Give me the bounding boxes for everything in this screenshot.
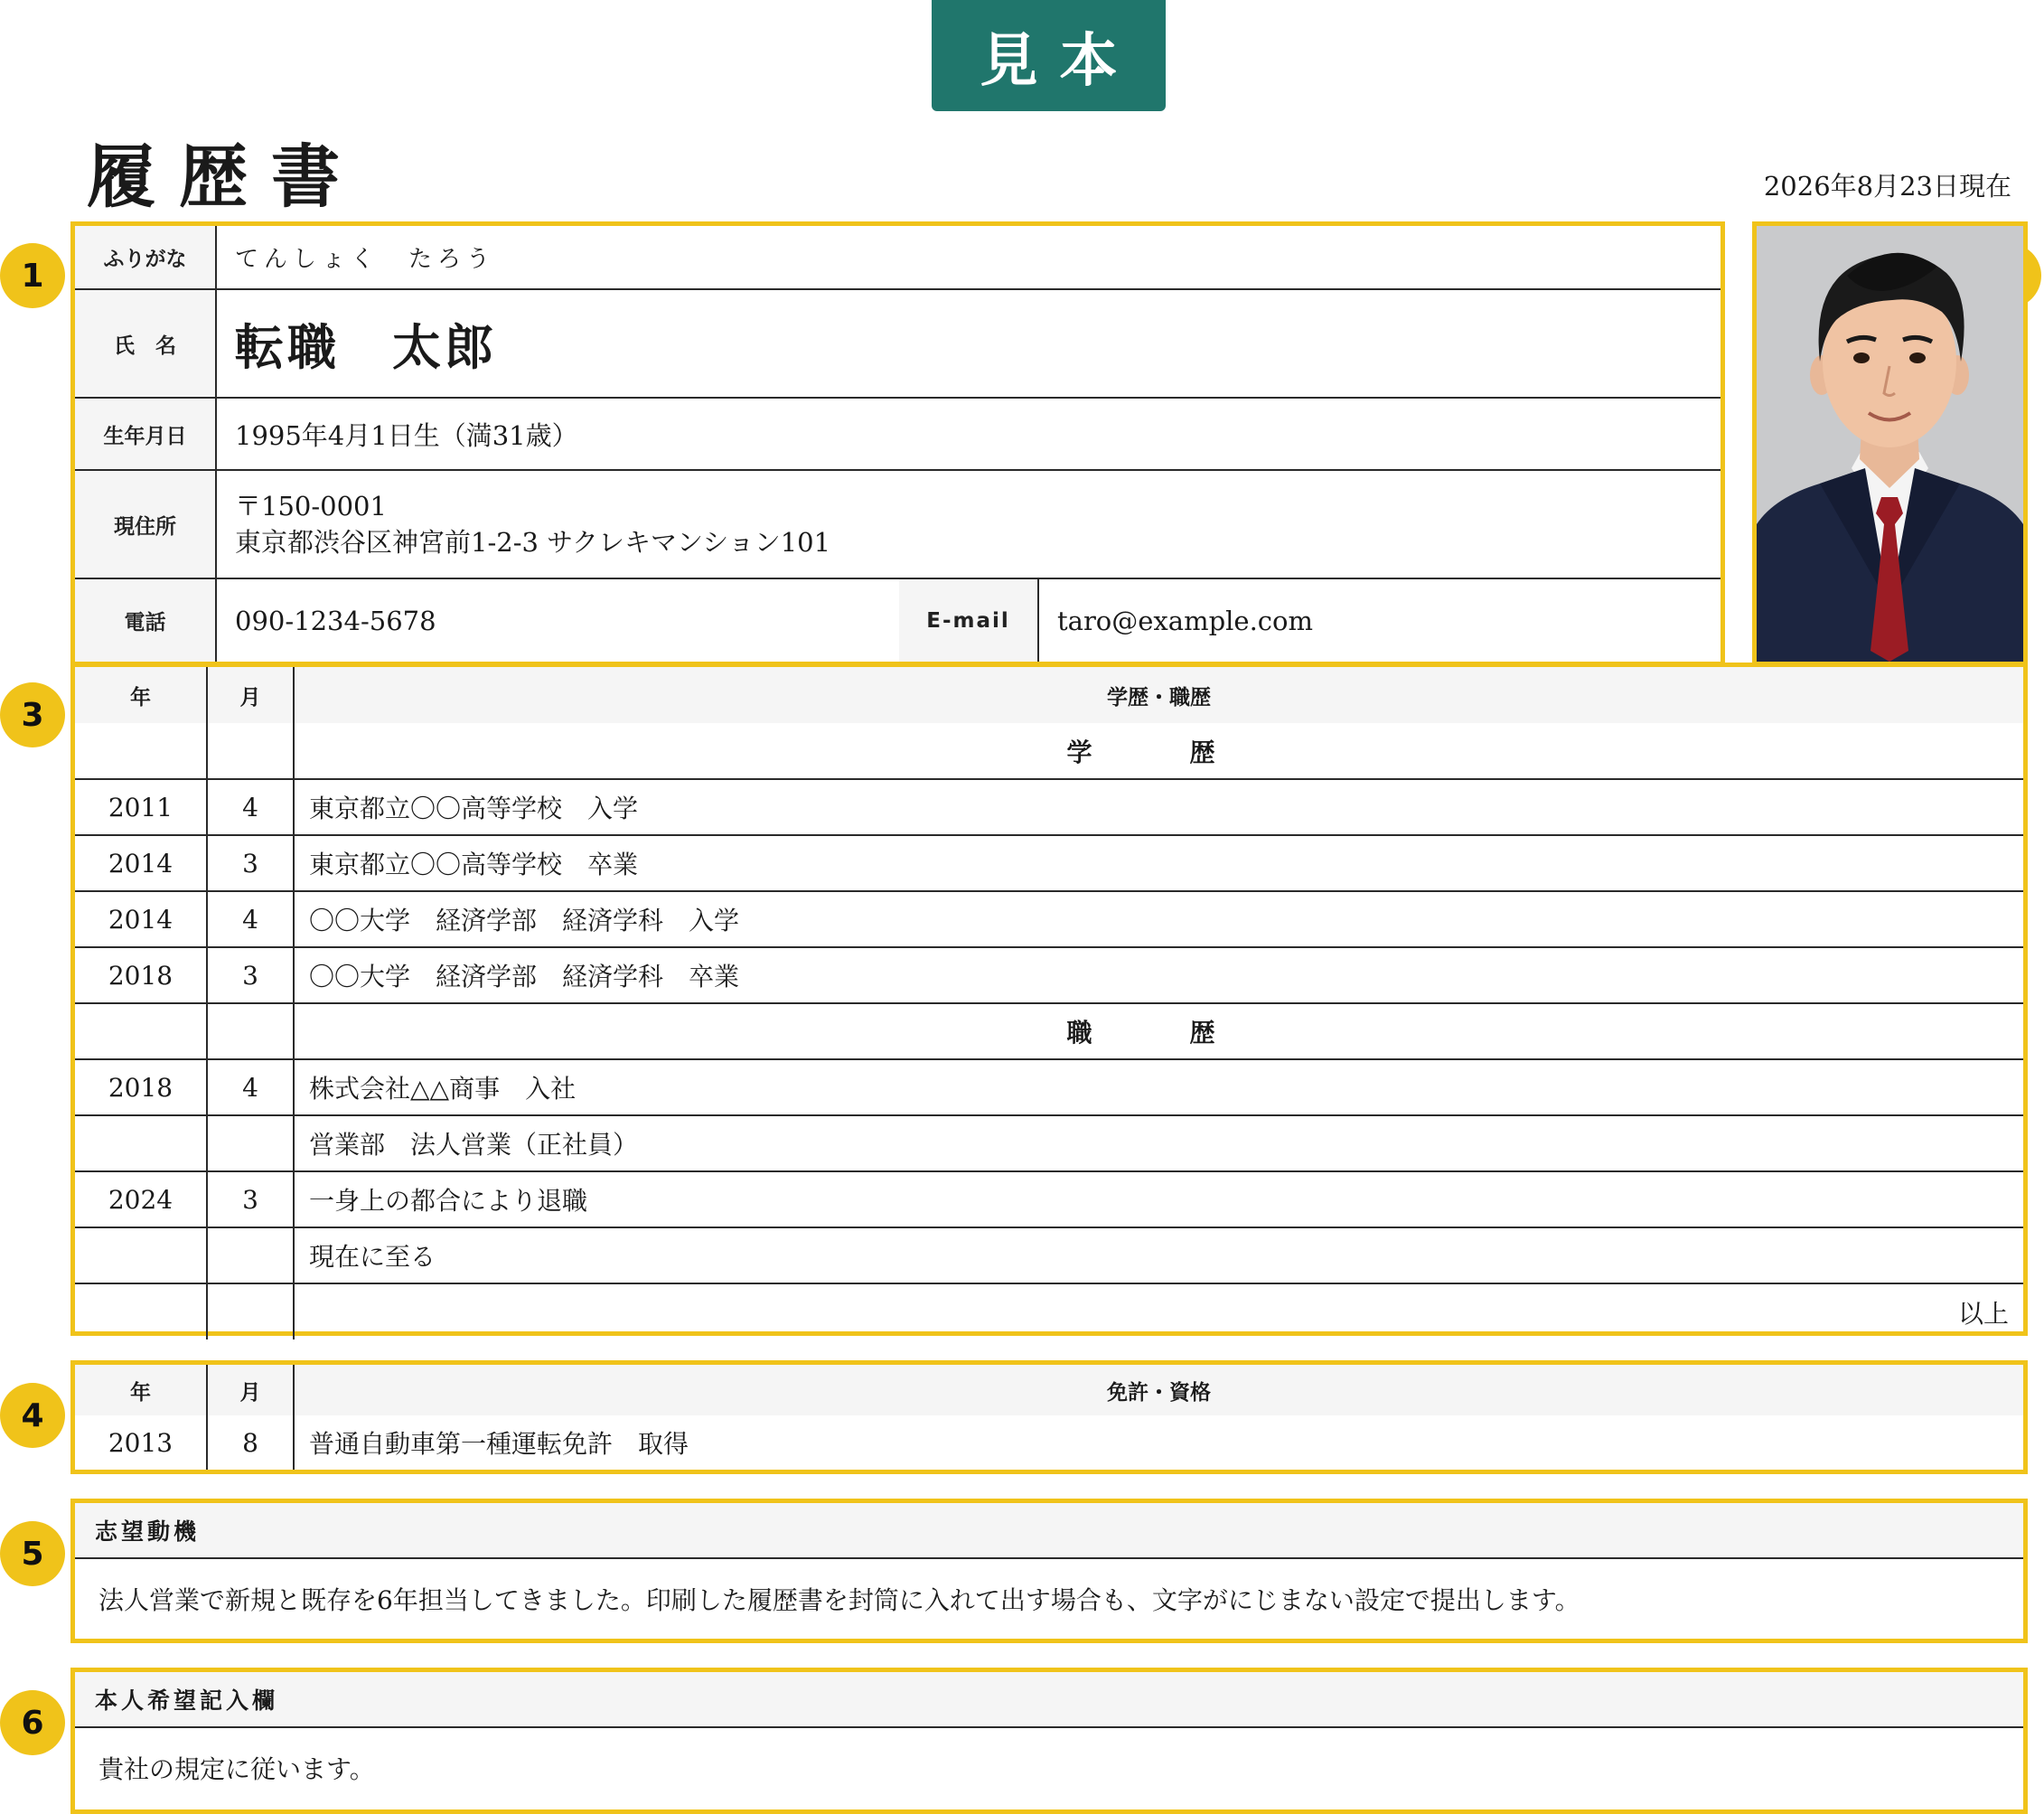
table-row (75, 1415, 2023, 1470)
personal-info-table (75, 226, 1721, 662)
table-row (75, 1059, 2023, 1115)
email-value: taro@example.com (1038, 578, 1721, 662)
row-year: 2014 (75, 835, 207, 891)
postal-code: 〒150-0001 (235, 491, 387, 522)
email-label: E-mail (899, 578, 1038, 662)
table-row (75, 1003, 2023, 1059)
birth-label: 生年月日 (75, 398, 216, 470)
table-row (75, 891, 2023, 947)
table-row (75, 1283, 2023, 1339)
row-year (75, 1227, 207, 1283)
table-row (75, 723, 2023, 779)
document-title: 履歴書 (87, 136, 363, 217)
history-col-text: 学歴・職歴 (294, 667, 2023, 723)
requests-text: 貴社の規定に従います。 (98, 1754, 375, 1784)
address-value: 東京都渋谷区神宮前1-2-3 サクレキマンション101 (235, 527, 831, 558)
history-col-month: 月 (207, 667, 294, 723)
license-col-month: 月 (207, 1365, 294, 1415)
row-year: 2014 (75, 891, 207, 947)
table-row (75, 1171, 2023, 1227)
row-month (207, 1227, 294, 1283)
row-text: 営業部 法人営業（正社員） (294, 1115, 2023, 1171)
sample-badge: 見本 (932, 0, 1166, 111)
row-month (207, 1115, 294, 1171)
address-cell (216, 470, 1721, 578)
row-year: 2018 (75, 947, 207, 1003)
table-row (75, 1227, 2023, 1283)
row-text: 一身上の都合により退職 (294, 1171, 2023, 1227)
row-year: 2024 (75, 1171, 207, 1227)
marker-1: 1 (0, 243, 65, 308)
row-text: 現在に至る (294, 1227, 2023, 1283)
marker-5: 5 (0, 1521, 65, 1586)
license-col-text: 免許・資格 (294, 1365, 2023, 1415)
requests-section (70, 1668, 2028, 1814)
license-col-year: 年 (75, 1365, 207, 1415)
licenses-section (70, 1360, 2028, 1474)
row-month: 3 (207, 1171, 294, 1227)
motivation-text: 法人営業で新規と既存を6年担当してきました。印刷した履歴書を封筒に入れて出す場合も、文字がにじまない設定で提出します。 (98, 1585, 1580, 1615)
row-year: 2011 (75, 779, 207, 835)
table-row (75, 779, 2023, 835)
motivation-section (70, 1499, 2028, 1643)
table-row (75, 1115, 2023, 1171)
licenses-table (75, 1365, 2023, 1470)
row-month (207, 1283, 294, 1339)
furigana-value: てんしょく たろう (216, 226, 1721, 289)
row-year (75, 1003, 207, 1059)
row-month: 4 (207, 891, 294, 947)
requests-label: 本人希望記入欄 (75, 1672, 2023, 1728)
marker-4: 4 (0, 1383, 65, 1448)
marker-6: 6 (0, 1690, 65, 1755)
row-text: 普通自動車第一種運転免許 取得 (294, 1415, 2023, 1470)
phone-value: 090-1234-5678 (216, 578, 899, 662)
row-year: 2013 (75, 1415, 207, 1470)
career-heading: 職 歴 (294, 1003, 2023, 1059)
name-label: 氏 名 (75, 289, 216, 398)
row-month: 3 (207, 947, 294, 1003)
row-year: 2018 (75, 1059, 207, 1115)
row-month: 3 (207, 835, 294, 891)
id-photo-man-in-suit-icon (1757, 226, 2023, 662)
id-photo (1752, 221, 2028, 666)
history-col-year: 年 (75, 667, 207, 723)
row-text: 株式会社△△商事 入社 (294, 1059, 2023, 1115)
row-month: 4 (207, 779, 294, 835)
document-date: 2026年8月23日現在 (1763, 171, 2011, 202)
row-month (207, 1003, 294, 1059)
row-year (75, 1115, 207, 1171)
address-label: 現住所 (75, 470, 216, 578)
row-text: 東京都立〇〇高等学校 卒業 (294, 835, 2023, 891)
row-text: 〇〇大学 経済学部 経済学科 入学 (294, 891, 2023, 947)
history-table (75, 667, 2023, 1339)
history-section (70, 663, 2028, 1336)
table-row (75, 947, 2023, 1003)
name-value: 転職 太郎 (216, 289, 1721, 398)
motivation-label: 志望動機 (75, 1503, 2023, 1559)
furigana-label: ふりがな (75, 226, 216, 289)
row-year (75, 1283, 207, 1339)
row-text: 〇〇大学 経済学部 経済学科 卒業 (294, 947, 2023, 1003)
end-mark: 以上 (294, 1283, 2023, 1339)
personal-info-section (70, 221, 1725, 666)
row-month: 4 (207, 1059, 294, 1115)
row-year (75, 723, 207, 779)
row-text: 東京都立〇〇高等学校 入学 (294, 779, 2023, 835)
birth-value: 1995年4月1日生（満31歳） (216, 398, 1721, 470)
row-month: 8 (207, 1415, 294, 1470)
table-row (75, 835, 2023, 891)
row-month (207, 723, 294, 779)
phone-label: 電話 (75, 578, 216, 662)
marker-3: 3 (0, 682, 65, 747)
education-heading: 学 歴 (294, 723, 2023, 779)
